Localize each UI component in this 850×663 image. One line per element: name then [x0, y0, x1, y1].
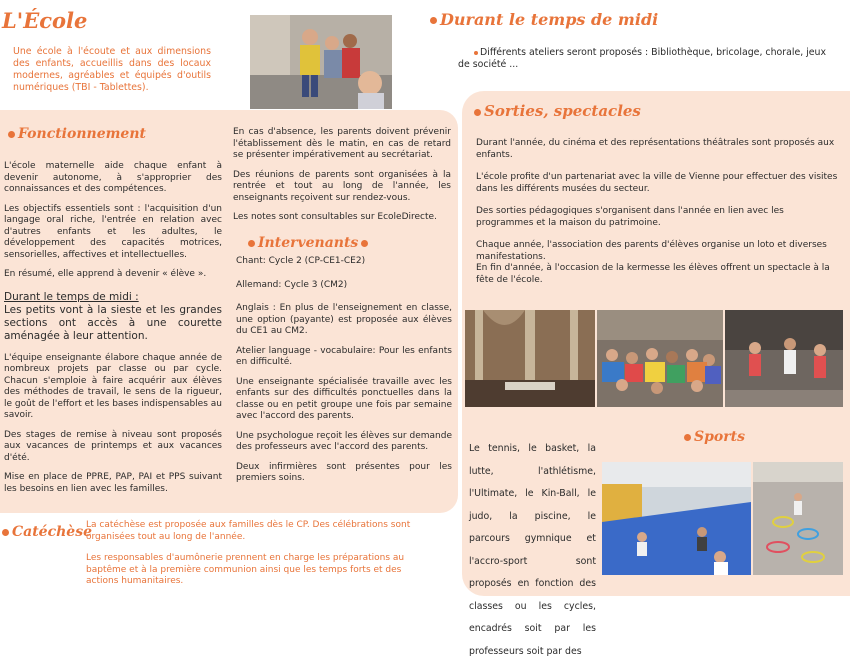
intervenants-title: Intervenants — [248, 235, 371, 251]
children-photo — [250, 15, 392, 109]
midi-text: Différents ateliers seront proposés : Bibliothèque, bricolage, chorale, jeux de société ... — [458, 47, 827, 70]
sorties-paragraph: Des sorties pédagogiques s'organisent dans l'année en lien avec les programmes et la maison du patrimoine. — [476, 206, 784, 228]
dance-show-photo — [725, 310, 843, 407]
ecole-intro: Une école à l'écoute et aux dimensions des enfants, accueillis dans des locaux modernes, agréables et équipés d'outils numériques (TBI - Tablettes). — [13, 46, 211, 93]
intervenant-item: Atelier language - vocabulaire: Pour les enfants en difficulté. — [236, 345, 452, 367]
playground-hoops-photo — [753, 462, 843, 575]
sorties-paragraph: L'école profite d'un partenariat avec la ville de Vienne pour effectuer des visites dans les différents musées du secteur. — [476, 172, 838, 194]
fonctionnement-paragraph: L'équipe enseignante élabore chaque année de nombreux projets par classe ou par cycle. Chacun s'emploie à faire acquérir aux élèves des méthodes de travail, le sens de la rigueur, le goût de l'effort et les bases indispensables au savoir. — [4, 352, 222, 420]
museum-photo — [465, 310, 595, 407]
midi-subtext: Les petits vont à la sieste et les grandes sections ont accès à une courette aménagée à leur attention. — [4, 303, 222, 342]
absence-paragraph: En cas d'absence, les parents doivent prévenir l'établissement dès le matin, en cas de retard se présenter impérativement au secrétariat. — [233, 127, 451, 160]
midi-title: Durant le temps de midi — [430, 10, 658, 29]
fonctionnement-paragraph: L'école maternelle aide chaque enfant à devenir autonome, à s'approprier des connaissances et des compétences. — [4, 161, 222, 194]
intervenants-body — [236, 256, 452, 493]
bullet-dot-icon — [361, 240, 368, 247]
intervenant-item: Chant: Cycle 2 (CP-CE1-CE2) — [236, 256, 366, 266]
bullet-dot-icon — [474, 109, 481, 116]
ecole-title: L'École — [2, 8, 88, 33]
intervenant-item: Anglais : En plus de l'enseignement en classe, une option (payante) est proposée aux élèves du CE1 au CM2. — [236, 303, 452, 336]
sorties-body — [476, 138, 840, 286]
fonctionnement-paragraph: En résumé, elle apprend à devenir « élève ». — [4, 269, 207, 279]
intervenant-item: Deux infirmières sont présentes pour les premiers soins. — [236, 461, 452, 483]
sorties-paragraph: Durant l'année, du cinéma et des représentations théâtrales sont proposés aux enfants. — [476, 138, 835, 160]
middle-column-body — [233, 127, 451, 232]
bullet-dot-icon — [248, 240, 255, 247]
intervenant-item: Une enseignante spécialisée travaille avec les enfants sur des difficultés ponctuelles dans la classe ou en petit groupe une fois par semaine avec l'accord des parents. — [236, 376, 452, 421]
theatre-audience-photo — [597, 310, 723, 407]
sports-body: Le tennis, le basket, la lutte, l'athlétisme, l'Ultimate, le Kin-Ball, le judo, la piscine, le parcours gymnique et l'accro-sport sont proposés en fonction des classes ou les cycles, encadrés soit par les professeurs soit par des — [469, 443, 596, 657]
catechese-title: Catéchèse — [2, 524, 92, 540]
sports-title: Sports — [684, 429, 745, 445]
gymnasium-photo — [602, 462, 751, 575]
catechese-paragraph: Les responsables d'aumônerie prennent en charge les préparations au baptême et à la première communion ainsi que les temps forts et des actions humanitaires. — [86, 553, 405, 586]
catechese-body — [86, 520, 426, 596]
sorties-paragraph: Chaque année, l'association des parents d'élèves organise un loto et diverses manifestations. — [476, 240, 827, 262]
intervenant-item: Allemand: Cycle 3 (CM2) — [236, 279, 348, 290]
fonctionnement-paragraph: Mise en place de PPRE, PAP, PAI et PPS suivant les besoins en lien avec les familles. — [4, 472, 222, 494]
midi-subheading: Durant le temps de midi : — [4, 290, 139, 303]
bullet-dot-icon — [8, 131, 15, 138]
fonctionnement-body — [4, 161, 222, 503]
fonctionnement-paragraph: Les objectifs essentiels sont : l'acquisition d'un langage oral riche, l'entrée en relation avec d'autres enfants et les adultes, le développement des capacités motrices, sensorielles, affectives et intellectuelles. — [4, 203, 222, 260]
catechese-paragraph: La catéchèse est proposée aux familles dès le CP. Des célébrations sont organisées tout au long de l'année. — [86, 520, 411, 542]
bullet-dot-icon — [430, 17, 437, 24]
intervenant-item: Une psychologue reçoit les élèves sur demande des professeurs avec l'accord des parents. — [236, 430, 452, 452]
fonctionnement-title: Fonctionnement — [8, 126, 146, 142]
notes-paragraph: Les notes sont consultables sur EcoleDirecte. — [233, 212, 437, 222]
fonctionnement-paragraph: Des stages de remise à niveau sont proposés aux vacances de printemps et aux vacances d'été. — [4, 429, 222, 463]
bullet-dot-icon — [474, 51, 478, 55]
sorties-title: Sorties, spectacles — [474, 102, 641, 120]
bullet-dot-icon — [2, 529, 9, 536]
reunions-paragraph: Des réunions de parents sont organisées à la rentrée et tout au long de l'année, les enseignants reçoivent sur rendez-vous. — [233, 169, 451, 203]
bullet-dot-icon — [684, 434, 691, 441]
sorties-paragraph: En fin d'année, à l'occasion de la kermesse les élèves offrent un spectacle à la fête de l'école. — [476, 263, 830, 285]
